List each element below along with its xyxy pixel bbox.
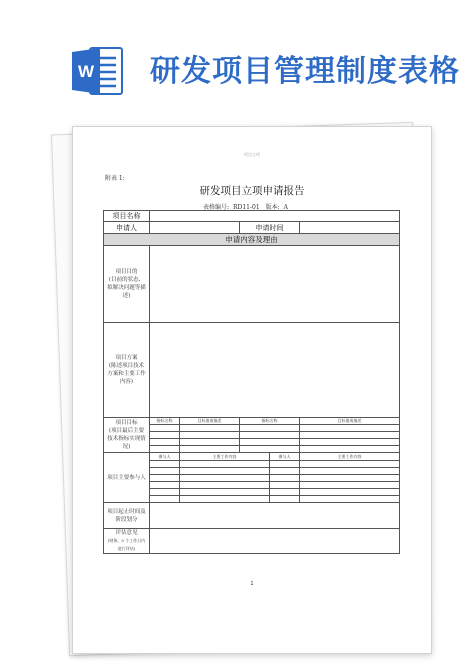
page-number: 1 <box>250 581 254 587</box>
project-name-field[interactable] <box>150 211 400 222</box>
header-mark: 项目立项 <box>244 152 260 157</box>
applicant-label: 申请人 <box>104 222 150 234</box>
indicator-name-header: 指标名称 <box>150 418 180 425</box>
form-no: RD11-01 <box>233 204 260 211</box>
review-label: 评估意见 <box>115 530 138 536</box>
plan-label: 项目方案 <box>115 355 138 361</box>
target-desc-header: 目标值或描述 <box>180 418 240 425</box>
plan-label-cell <box>104 323 150 418</box>
purpose-label-cell <box>104 246 150 323</box>
apply-time-field[interactable] <box>300 222 400 234</box>
banner <box>0 0 474 110</box>
members-label: 项目主要参与人 <box>104 453 150 503</box>
apply-time-label: 申请时间 <box>240 222 300 234</box>
main-work-header-2: 主要工作内容 <box>300 453 400 461</box>
main-work-header: 主要工作内容 <box>180 453 270 461</box>
goal-label-cell <box>104 418 150 453</box>
participant-header-2: 参与人 <box>270 453 300 461</box>
version: A <box>283 204 288 211</box>
schedule-label: 项目起止时间及阶段划分 <box>104 503 150 529</box>
indicator-name-header-2: 指标名称 <box>240 418 300 425</box>
review-sub: (财务、5 个工作日内进行评估) <box>107 538 146 551</box>
participant-header: 参与人 <box>150 453 180 461</box>
purpose-field[interactable] <box>150 246 400 323</box>
goal-label: 项目目标 <box>115 420 138 426</box>
section-title: 申请内容及理由 <box>104 234 400 246</box>
form-no-label: 表格编号: <box>203 204 230 211</box>
document-title: 研发项目立项申请报告 <box>199 185 305 197</box>
banner-title: 研发项目管理制度表格 <box>150 54 460 89</box>
purpose-sub: (目前的状态、拟解决问题等描述) <box>107 277 146 299</box>
document-page <box>72 126 432 654</box>
plan-field[interactable] <box>150 323 400 418</box>
review-label-cell <box>104 529 150 554</box>
attachment-label: 附表 1: <box>105 175 125 182</box>
schedule-field[interactable] <box>150 503 400 529</box>
purpose-label: 项目目的 <box>115 269 138 275</box>
review-field[interactable] <box>150 529 400 554</box>
goal-sub: (项目最后主要技术指标实现情况) <box>107 428 146 450</box>
applicant-field[interactable] <box>150 222 240 234</box>
version-label: 版本: <box>265 204 280 211</box>
target-desc-header-2: 目标值或描述 <box>300 418 400 425</box>
plan-sub: (陈述项目技术方案和主要工作内容) <box>107 363 146 385</box>
project-name-label: 项目名称 <box>104 211 150 222</box>
word-icon <box>70 44 124 98</box>
application-form-table <box>103 210 400 554</box>
svg-text:W: W <box>77 62 95 81</box>
